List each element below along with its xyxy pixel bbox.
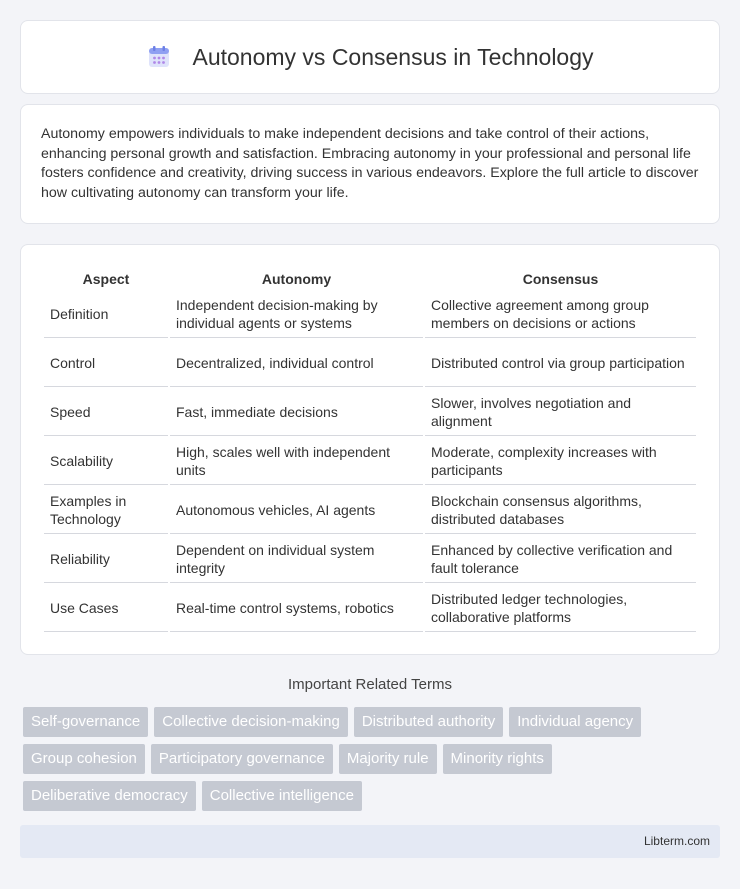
table-cell-aspect: Speed — [44, 389, 168, 436]
footer-site-link[interactable]: Libterm.com — [643, 834, 710, 848]
column-header-consensus: Consensus — [522, 271, 599, 287]
table-cell-aspect: Scalability — [44, 438, 168, 485]
intro-card — [20, 104, 720, 224]
table-cell-consensus: Collective agreement among group members on decisions or actions — [425, 291, 696, 338]
related-terms-list — [23, 707, 723, 811]
table-cell-autonomy: Real-time control systems, robotics — [170, 585, 423, 632]
related-term-tag[interactable]: Minority rights — [443, 744, 552, 774]
table-cell-autonomy: Fast, immediate decisions — [170, 389, 423, 436]
related-term-tag[interactable]: Collective intelligence — [202, 781, 362, 811]
table-cell-consensus: Blockchain consensus algorithms, distributed databases — [425, 487, 696, 534]
table-cell-autonomy: Decentralized, individual control — [170, 340, 423, 387]
table-cell-autonomy: Dependent on individual system integrity — [170, 536, 423, 583]
table-row — [44, 536, 696, 583]
related-term-tag[interactable]: Distributed authority — [354, 707, 503, 737]
table-cell-autonomy: Independent decision-making by individual agents or systems — [170, 291, 423, 338]
related-term-tag[interactable]: Self-governance — [23, 707, 148, 737]
related-term-tag[interactable]: Deliberative democracy — [23, 781, 196, 811]
footer — [20, 825, 720, 858]
table-row — [44, 291, 696, 338]
header-card — [20, 20, 720, 94]
intro-text: Autonomy empowers individuals to make independent decisions and take control of their actions, enhancing personal growth and satisfaction. Embracing autonomy in your professional and personal life fosters confidence and creativity, driving success in various endeavors. Explore the full article to discover how cultivating autonomy can transform your life. — [41, 126, 699, 201]
table-cell-aspect: Use Cases — [44, 585, 168, 632]
table-cell-consensus: Slower, involves negotiation and alignment — [425, 389, 696, 436]
column-header-aspect: Aspect — [82, 271, 130, 287]
calendar-icon — [146, 44, 172, 70]
related-terms-title: Important Related Terms — [288, 676, 452, 693]
table-cell-aspect: Reliability — [44, 536, 168, 583]
comparison-table — [42, 265, 698, 634]
related-term-tag[interactable]: Majority rule — [339, 744, 437, 774]
table-row — [44, 340, 696, 387]
table-row — [44, 438, 696, 485]
table-cell-consensus: Distributed control via group participation — [425, 340, 696, 387]
table-cell-aspect: Definition — [44, 291, 168, 338]
table-row — [44, 487, 696, 534]
table-header-row — [44, 267, 696, 289]
comparison-table-card — [20, 244, 720, 655]
related-term-tag[interactable]: Collective decision-making — [154, 707, 348, 737]
table-row — [44, 389, 696, 436]
table-cell-consensus: Enhanced by collective verification and fault tolerance — [425, 536, 696, 583]
column-header-autonomy: Autonomy — [261, 271, 332, 287]
table-row — [44, 585, 696, 632]
table-cell-aspect: Control — [44, 340, 168, 387]
table-cell-autonomy: High, scales well with independent units — [170, 438, 423, 485]
page-title: Autonomy vs Consensus in Technology — [192, 43, 594, 70]
table-cell-consensus: Moderate, complexity increases with participants — [425, 438, 696, 485]
table-cell-aspect: Examples in Technology — [44, 487, 168, 534]
related-term-tag[interactable]: Participatory governance — [151, 744, 333, 774]
related-term-tag[interactable]: Individual agency — [509, 707, 641, 737]
table-cell-autonomy: Autonomous vehicles, AI agents — [170, 487, 423, 534]
related-term-tag[interactable]: Group cohesion — [23, 744, 145, 774]
table-cell-consensus: Distributed ledger technologies, collaborative platforms — [425, 585, 696, 632]
